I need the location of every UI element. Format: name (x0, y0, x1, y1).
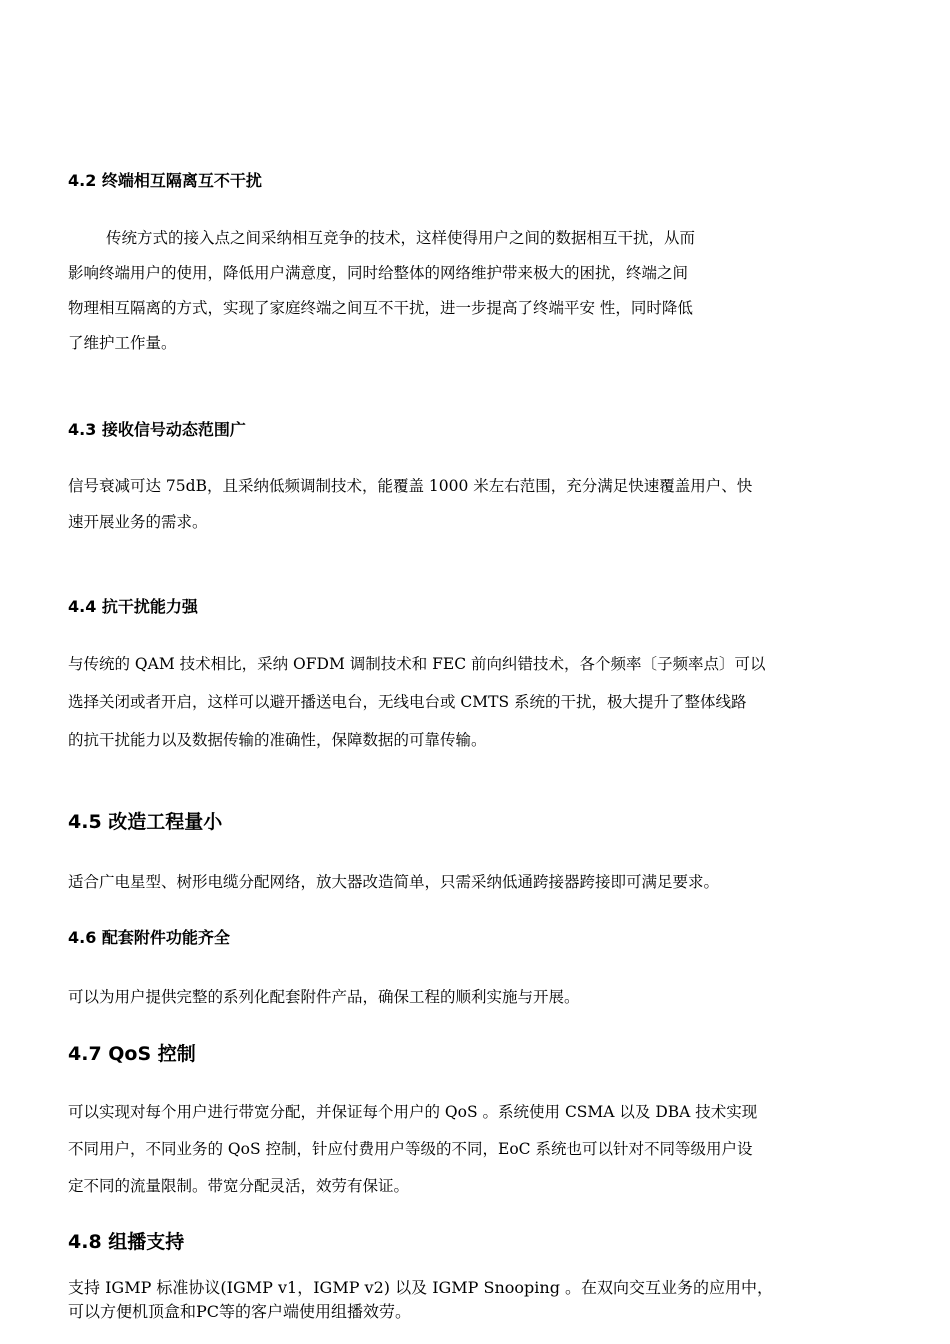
section-body-4-2 (68, 221, 695, 361)
body-line: 的抗干扰能力以及数据传输的准确性，保障数据的可靠传输。 (68, 731, 487, 749)
section-heading-4-8: 4.8 组播支持 (68, 1231, 185, 1253)
section-heading-4-6: 4.6 配套附件功能齐全 (68, 928, 230, 947)
section-body-4-5 (68, 864, 719, 900)
body-line: 物理相互隔离的方式，实现了家庭终端之间互不干扰，进一步提高了终端平安 性，同时降低 (68, 299, 693, 317)
body-line: 可以实现对每个用户进行带宽分配，并保证每个用户的 QoS 。系统使用 CSMA 以及 DBA 技术实现 (68, 1103, 758, 1121)
section-body-4-3 (68, 468, 752, 540)
body-line: 影响终端用户的使用，降低用户满意度，同时给整体的网络维护带来极大的困扰，终端之间 (68, 264, 689, 282)
body-line: 定不同的流量限制。带宽分配灵活，效劳有保证。 (68, 1177, 410, 1195)
body-line: 了维护工作量。 (68, 334, 177, 352)
section-heading-4-5: 4.5 改造工程量小 (68, 811, 223, 833)
body-line: 选择关闭或者开启，这样可以避开播送电台，无线电台或 CMTS 系统的干扰，极大提升了整体线路 (68, 693, 747, 711)
body-line: 信号衰减可达 75dB，且采纳低频调制技术，能覆盖 1000 米左右范围，充分满足快速覆盖用户、快 (68, 477, 753, 495)
body-line: 支持 IGMP 标准协议(IGMP v1，IGMP v2) 以及 IGMP Snooping 。在双向交互业务的应用中， (68, 1278, 774, 1297)
body-line: 速开展业务的需求。 (68, 513, 208, 531)
body-line: 适合广电星型、树形电缆分配网络，放大器改造简单，只需采纳低通跨接器跨接即可满足要求。 (68, 873, 720, 891)
body-line: 可以方便机顶盒和PC等的客户端使用组播效劳。 (68, 1302, 412, 1321)
section-heading-4-4: 4.4 抗干扰能力强 (68, 597, 198, 616)
body-line: 传统方式的接入点之间采纳相互竞争的技术，这样使得用户之间的数据相互干扰，从而 (106, 229, 696, 247)
section-heading-4-7: 4.7 QoS 控制 (68, 1043, 196, 1065)
body-line: 可以为用户提供完整的系列化配套附件产品，确保工程的顺利实施与开展。 (68, 988, 580, 1006)
section-heading-4-2: 4.2 终端相互隔离互不干扰 (68, 171, 262, 190)
section-body-4-4 (68, 645, 766, 759)
section-body-4-7 (68, 1094, 757, 1205)
body-line: 不同用户，不同业务的 QoS 控制，针应付费用户等级的不同，EoC 系统也可以针对不同等级用户设 (68, 1140, 753, 1158)
section-body-4-8 (68, 1276, 773, 1324)
body-line: 与传统的 QAM 技术相比，采纳 OFDM 调制技术和 FEC 前向纠错技术，各个频率〔子频率点〕可以 (68, 655, 766, 673)
section-body-4-6 (68, 979, 580, 1015)
section-heading-4-3: 4.3 接收信号动态范围广 (68, 420, 246, 439)
